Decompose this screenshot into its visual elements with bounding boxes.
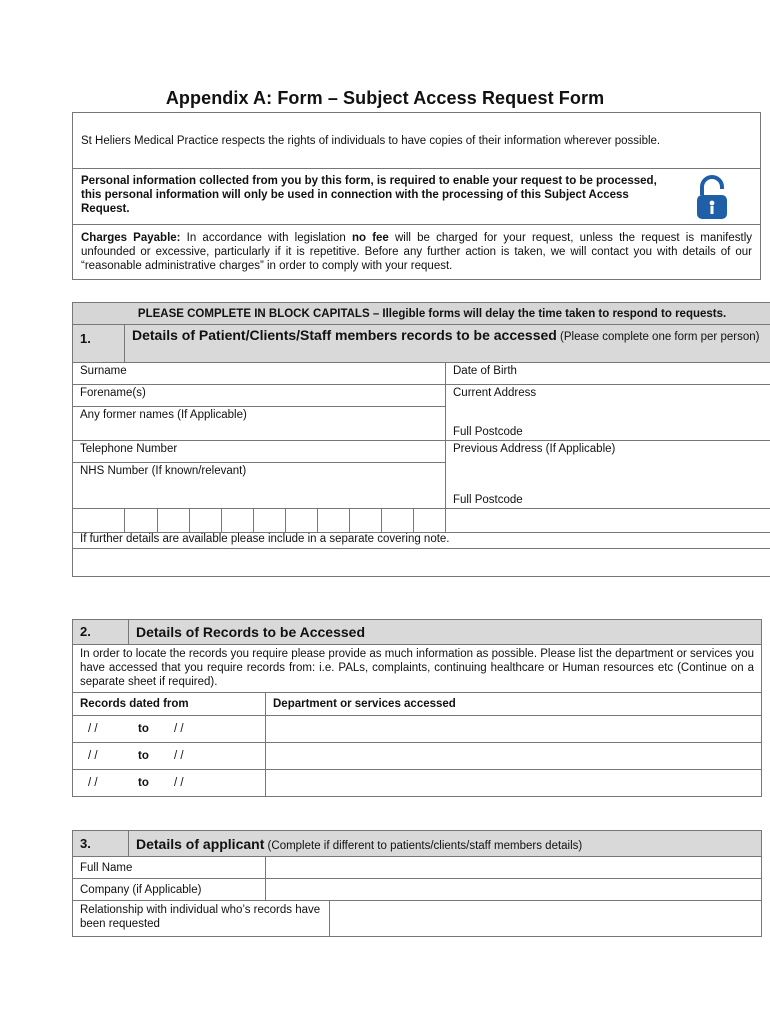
date-from: / /	[88, 777, 98, 789]
padlock-open-icon	[694, 175, 730, 221]
intro-respect-row	[73, 113, 760, 169]
date-range-field[interactable]	[73, 743, 266, 770]
previous-address-label: Previous Address (If Applicable)	[453, 443, 616, 455]
former-names-label: Any former names (If Applicable)	[80, 409, 247, 421]
section2-header	[129, 620, 762, 645]
col-department-label: Department or services accessed	[273, 698, 456, 710]
section3-number: 3.	[73, 831, 129, 857]
nhs-digit-box[interactable]	[414, 509, 446, 533]
postcode-input[interactable]	[446, 509, 770, 533]
department-input[interactable]	[266, 716, 762, 743]
further-details-note	[73, 533, 770, 549]
col-department-header	[266, 693, 762, 716]
date-to-label: to	[138, 723, 149, 735]
charges-label: Charges Payable:	[81, 232, 181, 244]
section2-number: 2.	[73, 620, 129, 645]
section2-table	[72, 619, 762, 797]
intro-respect-text: St Heliers Medical Practice respects the rights of individuals to have copies of their information wherever possible.	[81, 134, 661, 147]
block-capitals-banner: PLEASE COMPLETE IN BLOCK CAPITALS – Illegible forms will delay the time taken to respond to requests.	[73, 303, 770, 325]
nhs-digit-box[interactable]	[125, 509, 158, 533]
relationship-input[interactable]	[330, 901, 762, 937]
nhs-digit-box[interactable]	[350, 509, 382, 533]
intro-personal-info-row	[73, 169, 760, 225]
date-to-label: to	[138, 777, 149, 789]
full-postcode-label-2: Full Postcode	[453, 494, 523, 506]
date-to-label: to	[138, 750, 149, 762]
section1-note: (Please complete one form per person)	[556, 331, 760, 343]
previous-address-field[interactable]	[446, 441, 770, 509]
intro-charges-row	[73, 225, 760, 279]
intro-personal-info-text: Personal information collected from you by this form, is required to enable your request to be processed, this personal information will only be used in connection with the processing of this Subject Access Request.	[81, 175, 657, 215]
intro-box	[72, 112, 761, 280]
section2-instructions	[73, 645, 762, 693]
surname-label: Surname	[80, 365, 127, 377]
nhs-number-label: NHS Number (If known/relevant)	[80, 465, 247, 477]
forenames-field[interactable]	[73, 385, 446, 407]
nhs-digit-box[interactable]	[158, 509, 190, 533]
relationship-label: Relationship with individual who’s records have been requested	[80, 904, 321, 930]
forenames-label: Forename(s)	[80, 387, 146, 399]
date-until: / /	[174, 750, 184, 762]
date-until: / /	[174, 723, 184, 735]
section1-number: 1.	[73, 325, 125, 363]
further-details-text: If further details are available please include in a separate covering note.	[80, 533, 450, 545]
date-range-field[interactable]	[73, 770, 266, 797]
nhs-digit-box[interactable]	[382, 509, 414, 533]
nhs-digit-box[interactable]	[318, 509, 350, 533]
nhs-digit-box[interactable]	[73, 509, 125, 533]
section1-header	[125, 325, 770, 363]
nhs-digit-box[interactable]	[190, 509, 222, 533]
section1-title: Details of Patient/Clients/Staff members records to be accessed	[132, 327, 557, 343]
dob-field[interactable]	[446, 363, 770, 385]
nhs-digit-box[interactable]	[222, 509, 254, 533]
relationship-label-cell	[73, 901, 330, 937]
further-details-input[interactable]	[73, 549, 770, 577]
date-range-field[interactable]	[73, 716, 266, 743]
date-from: / /	[88, 723, 98, 735]
date-until: / /	[174, 777, 184, 789]
date-from: / /	[88, 750, 98, 762]
former-names-field[interactable]	[73, 407, 446, 441]
surname-field[interactable]	[73, 363, 446, 385]
col-dated-from-header	[73, 693, 266, 716]
current-address-field[interactable]	[446, 385, 770, 441]
full-postcode-label-1: Full Postcode	[453, 426, 523, 438]
page-title: Appendix A: Form – Subject Access Request Form	[165, 88, 605, 108]
full-name-label-cell	[73, 857, 266, 879]
nhs-digit-box[interactable]	[286, 509, 318, 533]
charges-text-1: In accordance with legislation	[180, 232, 352, 244]
full-name-input[interactable]	[266, 857, 762, 879]
full-name-label: Full Name	[80, 861, 133, 874]
telephone-field[interactable]	[73, 441, 446, 463]
charges-no-fee: no fee	[351, 232, 389, 244]
section3-note: (Complete if different to patients/clients/staff members details)	[264, 839, 583, 852]
company-input[interactable]	[266, 879, 762, 901]
current-address-label: Current Address	[453, 387, 537, 399]
section3-table	[72, 830, 762, 937]
nhs-number-field[interactable]	[73, 463, 446, 509]
section2-title: Details of Records to be Accessed	[136, 624, 366, 640]
company-label-cell	[73, 879, 266, 901]
section3-title: Details of applicant	[136, 835, 265, 852]
charges-text-2: will be charged for your request, unless the request is manifestly unfounded or excessive, particularly if it is repetitive. Before any further action is taken, we will contact you with details of our “reasonable administrative charges” in order to comply with your request.	[81, 232, 752, 272]
dob-label: Date of Birth	[453, 365, 517, 377]
telephone-label: Telephone Number	[80, 443, 178, 455]
department-input[interactable]	[266, 770, 762, 797]
col-dated-from-label: Records dated from	[80, 698, 189, 710]
nhs-digit-box[interactable]	[254, 509, 286, 533]
section2-instructions-text: In order to locate the records you require please provide as much information as possible. Please list the department or services you have accessed that you require records from: i.e. PALs, complaints, continuing healthcare or Human resources etc (Continue on a separate sheet if required).	[80, 648, 755, 688]
section1-table	[72, 302, 770, 577]
section3-header	[129, 831, 762, 857]
company-label: Company (if Applicable)	[80, 883, 202, 896]
department-input[interactable]	[266, 743, 762, 770]
